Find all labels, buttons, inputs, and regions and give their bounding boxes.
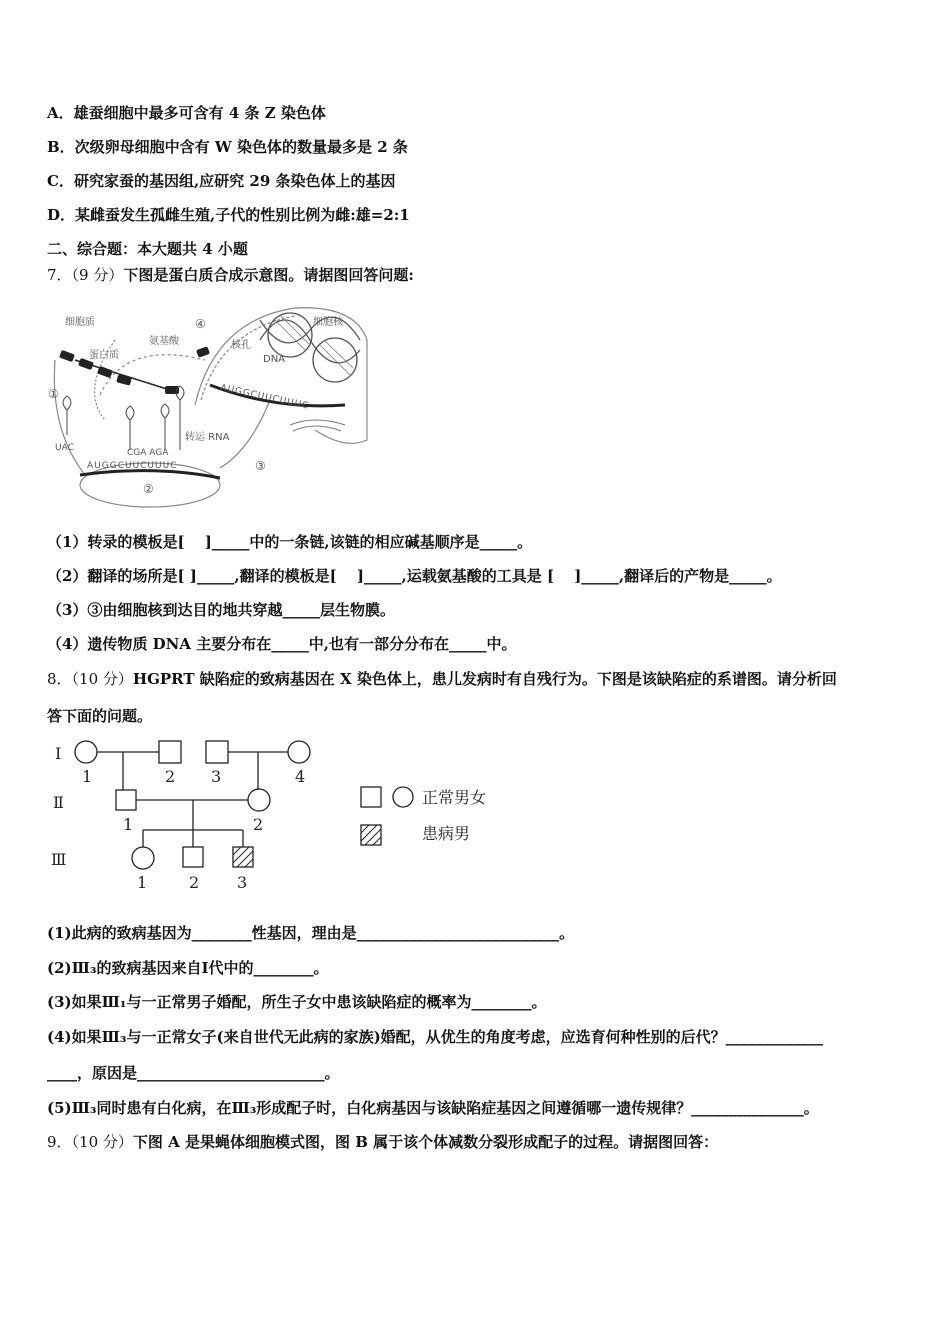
q7-stem (47, 264, 414, 285)
q8-sub2: (2)Ⅲ₃的致病基因来自Ⅰ代中的________。 (47, 959, 329, 977)
gen-label-i: Ⅰ (55, 744, 62, 763)
q7-sub3: （3）③由细胞核到达目的地共穿越_____层生物膜。 (47, 601, 395, 619)
label-protein: 蛋白质 (89, 350, 119, 361)
q8-sub5: (5)Ⅲ₃同时患有白化病，在Ⅲ₃形成配子时，白化病基因与该缺陷症基因之间遵循哪一遗传规律？_______________。 (47, 1099, 819, 1117)
option-d: D．某雌蚕发生孤雌生殖,子代的性别比例为雌:雄=2:1 (47, 206, 410, 224)
ii1-male (116, 790, 136, 810)
q9-stem (47, 1131, 718, 1152)
label-amino-acid: 氨基酸 (149, 336, 179, 347)
gen-label-ii: Ⅱ (53, 793, 64, 812)
label-nucleus: 细胞核 (313, 317, 343, 328)
legend-affected-male (361, 825, 381, 845)
q7-sub4: （4）遗传物质 DNA 主要分布在_____中,也有一部分分布在_____中。 (47, 635, 517, 653)
iii3-label: 3 (237, 873, 248, 892)
iii3-affected-male (233, 847, 253, 867)
i4-female (288, 741, 310, 763)
iii1-female (132, 847, 154, 869)
option-a: A．雄蚕细胞中最多可含有 4 条 Z 染色体 (47, 104, 326, 122)
ii2-female (248, 789, 270, 811)
label-dna: DNA (263, 354, 286, 365)
option-c: C．研究家蚕的基因组,应研究 29 条染色体上的基因 (47, 172, 396, 190)
label-uac: UAC (55, 443, 74, 453)
q8-sub3: (3)如果Ⅲ₁与一正常男子婚配，所生子女中患该缺陷症的概率为________。 (47, 993, 547, 1011)
iii1-label: 1 (137, 873, 148, 892)
iii2-male (183, 847, 203, 867)
section-heading: 二、综合题：本大题共 4 小题 (47, 240, 248, 258)
label-mrna-top: AUGGCUUCUUUC (219, 383, 310, 412)
legend-normal-text: 正常男女 (422, 788, 487, 807)
q7-sub2: （2）翻译的场所是[ ]_____,翻译的模板是[ ]_____,运载氨基酸的工具是 [ ]_____,翻译后的产物是_____。 (47, 567, 782, 585)
label-circle4: ④ (195, 317, 206, 331)
i2-label: 2 (165, 767, 176, 786)
pedigree-chart (45, 735, 515, 895)
label-pore: 核孔 (231, 340, 251, 351)
label-circle3: ③ (255, 459, 266, 473)
label-anticodons: CGA AGA (127, 448, 169, 458)
legend-normal-male (361, 787, 381, 807)
legend-affected-text: 患病男 (422, 824, 471, 843)
q8-sub1: (1)此病的致病基因为________性基因，理由是___________________________。 (47, 924, 575, 942)
q8-stem-line1 (47, 668, 837, 689)
label-cytoplasm: 细胞质 (65, 317, 95, 328)
ii1-label: 1 (123, 815, 134, 834)
i4-label: 4 (295, 767, 306, 786)
i1-female (75, 741, 97, 763)
q8-sub4a: (4)如果Ⅲ₃与一正常女子(来自世代无此病的家族)婚配，从优生的角度考虑，应选育何种性别的后代？_____________ (47, 1028, 824, 1046)
label-mrna-bottom: AUGGCUUCUUUC (87, 461, 178, 471)
q9-number: 9．（10 分） (47, 1133, 133, 1151)
q7-stem-text: 下图是蛋白质合成示意图。请据图回答问题: (123, 266, 414, 284)
option-b: B．次级卵母细胞中含有 W 染色体的数量最多是 2 条 (47, 138, 408, 156)
i2-male (159, 741, 181, 763)
q7-sub1: （1）转录的模板是[ ]_____中的一条链,该链的相应碱基顺序是_____。 (47, 533, 533, 551)
q8-stem-text: HGPRT 缺陷症的致病基因在 X 染色体上，患儿发病时有自残行为。下图是该缺陷症的系谱图。请分析回 (132, 670, 837, 688)
q7-number: 7．（9 分） (47, 266, 124, 284)
q8-stem-line2: 答下面的问题。 (47, 707, 153, 725)
i1-label: 1 (82, 767, 93, 786)
label-trna: 转运 RNA (185, 432, 230, 443)
ii2-label: 2 (253, 815, 264, 834)
q8-sub4b: ____，原因是_________________________。 (47, 1064, 340, 1082)
label-circle2: ② (143, 482, 154, 496)
protein-synthesis-figure (45, 300, 375, 515)
gen-label-iii: Ⅲ (51, 850, 67, 869)
label-circle1: ① (48, 387, 59, 401)
i3-label: 3 (211, 767, 222, 786)
q9-stem-text: 下图 A 是果蝇体细胞模式图，图 B 属于该个体减数分裂形成配子的过程。请据图回答： (132, 1133, 719, 1151)
i3-male (206, 741, 228, 763)
iii2-label: 2 (189, 873, 200, 892)
legend-normal-female (393, 787, 413, 807)
q8-number: 8．（10 分） (47, 670, 133, 688)
